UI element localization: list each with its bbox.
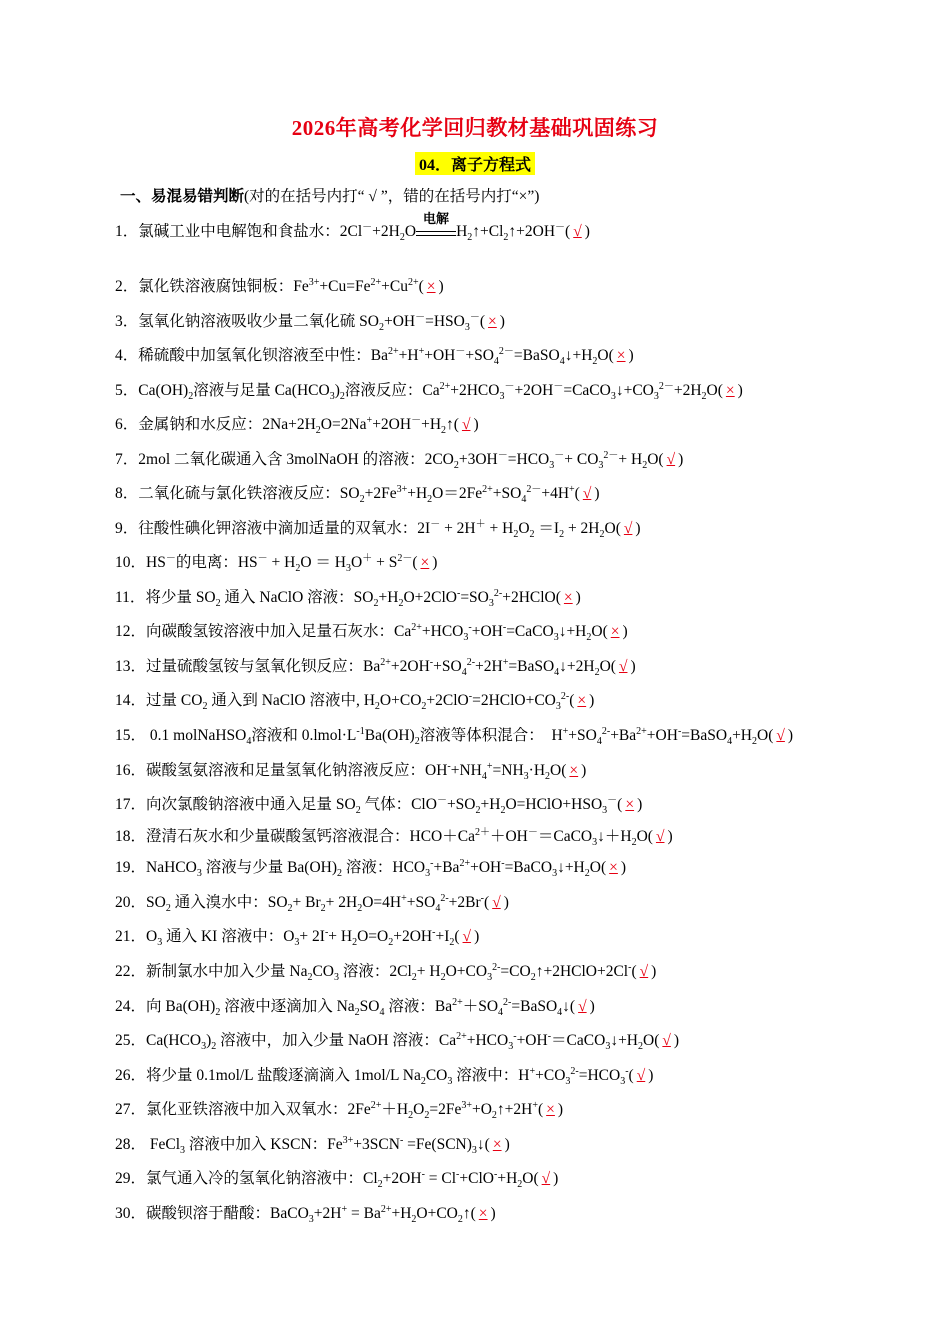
question-item: 17．向次氯酸钠溶液中通入足量 $SO_2$ 气体：$ClO^-+SO_2+H_2O=HClO+HSO_3^-$( × ) <box>115 794 643 817</box>
question-equation: 2mol 二氧化碳通入含 3molNaOH 的溶液：$2CO_2+3OH^-=HCO_3^-+ CO_3^{2-}+ H_2O$ <box>138 449 659 472</box>
question-equation: FeCl$_3$ 溶液中加入 KSCN：$Fe^{3+}+3SCN^-$ $=Fe(SCN)_3↓$ <box>146 1134 485 1157</box>
question-equation: 0.1 molNaHSO$_4$溶液和 $0.lmol\cdot L^{-1}Ba(OH)_2$溶液等体积混合： $H^++SO_4^{2-}+Ba^{2+}+OH^-=BaSO_4+H_2O$ <box>146 725 769 748</box>
answer-mark: × <box>616 347 626 364</box>
answer-mark: √ <box>462 928 472 945</box>
subtitle-wrap <box>0 152 950 175</box>
answer-mark: √ <box>666 451 676 468</box>
question-equation: 氯气通入冷的氢氧化钠溶液中：$Cl_2+2OH^- = Cl^-+ClO^-+H_2O$ <box>146 1168 534 1191</box>
question-item: 19．NaHCO$_3$ 溶液与少量 $Ba(OH)_2$ 溶液：$HCO_3^-+Ba^{2+}+OH^-=BaCO_3↓+H_2O$( × ) <box>115 857 627 880</box>
answer-mark: √ <box>662 1032 671 1049</box>
question-item: 5．$Ca(OH)_2$溶液与足量 $Ca(HCO_3)_2$溶液反应：$Ca^{2+}+2HCO_3^-+2OH^-=CaCO_3↓+CO_3^{2-}+2H_2O$( × ) <box>115 380 743 403</box>
question-number: 10． <box>115 554 147 571</box>
question-equation: 将少量 $SO_2$ 通入 NaClO 溶液：$SO_2+H_2O+2ClO^-=SO_3^{2-}+2HClO$ <box>145 587 556 610</box>
question-number: 14． <box>115 692 147 709</box>
question-item: 18．澄清石灰水和少量碳酸氢钙溶液混合：$HCO+Ca^{2+}+OH^-=CaCO_3↓+H_2O$( √ ) <box>115 826 673 849</box>
answer-mark: × <box>609 859 618 876</box>
answer-mark: × <box>426 278 436 295</box>
answer-mark: √ <box>573 223 582 240</box>
question-number: 28． <box>115 1136 147 1153</box>
question-item: 4．稀硫酸中加氢氧化钡溶液至中性：$Ba^{2+}+H^++OH^-+SO_4^{2-}=BaSO_4↓+H_2O$( × ) <box>115 345 634 368</box>
answer-mark: √ <box>776 727 785 744</box>
question-item: 12．向碳酸氢铵溶液中加入足量石灰水：$Ca^{2+}+HCO_3^-+OH^-=CaCO_3↓+H_2O$( × ) <box>115 621 628 644</box>
answer-mark: × <box>488 313 497 330</box>
question-number: 4． <box>115 347 139 364</box>
question-number: 7． <box>115 451 139 468</box>
question-number: 30． <box>115 1205 147 1222</box>
question-item: 29．氯气通入冷的氢氧化钠溶液中：$Cl_2+2OH^- = Cl^-+ClO^-+H_2O$( √ ) <box>115 1168 559 1191</box>
question-equation: 将少量 0.1mol/L 盐酸逐滴滴入 1mol/L $Na_2CO_3$ 溶液中：$H^++CO_3^{2-}=HCO_3^-$ <box>146 1065 629 1088</box>
question-equation: 氢氧化钠溶液吸收少量二氧化硫 $SO_2+OH^-=HSO_3^-$ <box>138 311 480 334</box>
question-item: 2．氯化铁溶液腐蚀铜板：$Fe^{3+}+Cu=Fe^{2+}+Cu^{2+}$( × ) <box>115 276 444 295</box>
question-number: 18． <box>115 828 147 845</box>
answer-mark: √ <box>461 416 471 433</box>
question-equation: 澄清石灰水和少量碳酸氢钙溶液混合：$HCO+Ca^{2+}+OH^-=CaCO_3↓+H_2O$ <box>146 826 648 849</box>
question-number: 3． <box>115 313 139 330</box>
question-equation: $SO_2$ 通入溴水中：$SO_2+ Br_2+ 2H_2O=4H^++SO_4^{2-}+2Br^-$ <box>146 892 485 915</box>
question-number: 22． <box>115 963 147 980</box>
answer-mark: √ <box>623 520 633 537</box>
answer-mark: × <box>478 1205 488 1222</box>
question-item: 15． 0.1 molNaHSO$_4$溶液和 $0.lmol\cdot L^{-1}Ba(OH)_2$溶液等体积混合： $H^++SO_4^{2-}+Ba^{2+}+OH^-=BaSO_4+H_2O$( √ ) <box>115 725 794 748</box>
question-equation: 氯化铁溶液腐蚀铜板：$Fe^{3+}+Cu=Fe^{2+}+Cu^{2+}$ <box>138 276 419 295</box>
question-number: 29． <box>115 1170 147 1187</box>
question-number: 5． <box>115 382 139 399</box>
answer-mark: × <box>725 382 735 399</box>
question-equation: 二氧化硫与氯化铁溶液反应：$SO_2+2Fe^{3+}+H_2O=2Fe^{2+}+SO_4^{2-}+4H^+$ <box>138 483 575 506</box>
question-number: 16． <box>115 762 147 779</box>
answer-mark: √ <box>582 485 592 502</box>
question-item: 30．碳酸钡溶于醋酸：BaCO$_3$+2H+ = $Ba^{2+}+H_2O+CO_2↑$( × ) <box>115 1203 496 1226</box>
question-item: 6．金属钠和水反应：$2Na+2H_2O=2Na^++2OH^-+H_2↑$( √ ) <box>115 414 479 437</box>
question-number: 13． <box>115 658 147 675</box>
question-item: 7．2mol 二氧化碳通入含 3molNaOH 的溶液：$2CO_2+3OH^-=HCO_3^-+ CO_3^{2-}+ H_2O$( √ ) <box>115 449 684 472</box>
question-number: 15． <box>115 727 147 744</box>
answer-mark: √ <box>492 894 501 911</box>
answer-mark: × <box>492 1136 502 1153</box>
question-item: 28． FeCl$_3$ 溶液中加入 KSCN：$Fe^{3+}+3SCN^-$ $=Fe(SCN)_3↓$( × ) <box>115 1134 510 1157</box>
question-number: 2． <box>115 278 139 295</box>
question-number: 12． <box>115 623 147 640</box>
question-item: 8．二氧化硫与氯化铁溶液反应：$SO_2+2Fe^{3+}+H_2O=2Fe^{2+}+SO_4^{2-}+4H^+$( √ ) <box>115 483 600 506</box>
answer-mark: √ <box>618 658 628 675</box>
question-equation: 氯碱工业中电解饱和食盐水：$2Cl^-+2H_2O$ 电解 $H_2↑+Cl_2↑+2OH^-$ <box>138 211 566 244</box>
page-title: 2026年高考化学回归教材基础巩固练习 <box>291 116 659 140</box>
question-item: 9．往酸性碘化钾溶液中滴加适量的双氧水：$2I^- + 2H^+ + H_2O_2 =I_2 + 2H_2O$( √ ) <box>115 518 641 541</box>
question-item: 1．氯碱工业中电解饱和食盐水：$2Cl^-+2H_2O$ 电解 $H_2↑+Cl_2↑+2OH^-$( √ ) <box>115 211 590 244</box>
answer-mark: × <box>569 762 579 779</box>
section-heading <box>120 184 539 206</box>
question-item: 21．$O_3$ 通入 KI 溶液中：$O_3+ 2I^-+ H_2O=O_2+2OH^-+I_2$( √ ) <box>115 926 480 949</box>
question-equation: 金属钠和水反应：$2Na+2H_2O=2Na^++2OH^-+H_2↑$ <box>138 414 454 437</box>
question-item: 16．碳酸氢氨溶液和足量氢氧化钠溶液反应：$OH^-+NH_4^+=NH_3\cdot H_2O$( × ) <box>115 760 587 783</box>
question-item: 25．$Ca(HCO_3)_2$ 溶液中，加入少量 NaOH 溶液：$Ca^{2+}+HCO_3^-+OH^-=CaCO_3↓+H_2O$( √ ) <box>115 1030 680 1053</box>
question-item: 10．HS－的电离：$HS^- + H_2O = H_3O^+ + S^{2-}$( × ) <box>115 552 438 575</box>
question-equation: $Ca(OH)_2$溶液与足量 $Ca(HCO_3)_2$溶液反应：$Ca^{2+}+2HCO_3^-+2OH^-=CaCO_3↓+CO_3^{2-}+2H_2O$ <box>138 380 718 403</box>
question-item: 11．将少量 $SO_2$ 通入 NaClO 溶液：$SO_2+H_2O+2ClO^-=SO_3^{2-}+2HClO$( × ) <box>115 587 581 610</box>
question-equation: 向 $Ba(OH)_2$ 溶液中逐滴加入 $Na_2SO_4$ 溶液：$Ba^{2+}+SO_4^{2-}=BaSO_4↓$ <box>146 996 570 1019</box>
answer-mark: √ <box>578 998 587 1015</box>
question-item: 14．过量 $CO_2$ 通入到 NaClO 溶液中, $H_2O+CO_2+2ClO^-=2HClO+CO_3^{2-}$( × ) <box>115 690 595 713</box>
question-item: 26．将少量 0.1mol/L 盐酸逐滴滴入 1mol/L $Na_2CO_3$ 溶液中：$H^++CO_3^{2-}=HCO_3^-$( √ ) <box>115 1065 654 1088</box>
question-item: 13．过量硫酸氢铵与氢氧化钡反应：$Ba^{2+}+2OH^-+SO_4^{2-}+2H^+=BaSO_4↓+2H_2O$( √ ) <box>115 656 636 679</box>
answer-mark: √ <box>639 963 649 980</box>
question-equation: 新制氯水中加入少量 $Na_2CO_3$ 溶液：$2Cl_2+$ $H_2O+CO_3^{2-}=CO_2↑+2HClO+2Cl^-$ <box>146 961 632 984</box>
question-equation: 稀硫酸中加氢氧化钡溶液至中性：$Ba^{2+}+H^++OH^-+SO_4^{2-}=BaSO_4↓+H_2O$ <box>138 345 609 368</box>
answer-mark: × <box>610 623 620 640</box>
question-equation: 碳酸氢氨溶液和足量氢氧化钠溶液反应：$OH^-+NH_4^+=NH_3\cdot H_2O$ <box>146 760 562 783</box>
question-number: 9． <box>115 520 139 537</box>
question-equation: 过量硫酸氢铵与氢氧化钡反应：$Ba^{2+}+2OH^-+SO_4^{2-}+2H^+=BaSO_4↓+2H_2O$ <box>146 656 611 679</box>
question-equation: NaHCO$_3$ 溶液与少量 $Ba(OH)_2$ 溶液：$HCO_3^-+Ba^{2+}+OH^-=BaCO_3↓+H_2O$ <box>146 857 601 880</box>
question-number: 24． <box>115 998 147 1015</box>
question-equation: 向碳酸氢铵溶液中加入足量石灰水：$Ca^{2+}+HCO_3^-+OH^-=CaCO_3↓+H_2O$ <box>146 621 603 644</box>
question-number: 21． <box>115 928 147 945</box>
question-number: 11． <box>115 589 146 606</box>
answer-mark: × <box>546 1101 555 1118</box>
question-number: 27． <box>115 1101 147 1118</box>
answer-mark: √ <box>655 828 665 845</box>
section-heading-title: 一、易混易错判断 <box>120 188 245 205</box>
answer-mark: × <box>420 554 430 571</box>
answer-mark: × <box>563 589 573 606</box>
question-number: 17． <box>115 796 147 813</box>
question-equation: $Ca(HCO_3)_2$ 溶液中，加入少量 NaOH 溶液：$Ca^{2+}+HCO_3^-+OH^-=CaCO_3↓+H_2O$ <box>146 1030 655 1053</box>
question-item: 24．向 $Ba(OH)_2$ 溶液中逐滴加入 $Na_2SO_4$ 溶液：$Ba^{2+}+SO_4^{2-}=BaSO_4↓$( √ ) <box>115 996 595 1019</box>
question-equation: 氯化亚铁溶液中加入双氧水：$2Fe^{2+}+H_2O_2=2Fe^{3+}+O_2↑+2H^+$ <box>146 1099 538 1122</box>
question-equation: 碳酸钡溶于醋酸：BaCO$_3$+2H+ = $Ba^{2+}+H_2O+CO_2↑$ <box>146 1203 471 1226</box>
question-equation: $O_3$ 通入 KI 溶液中：$O_3+ 2I^-+ H_2O=O_2+2OH^-+I_2$ <box>146 926 455 949</box>
question-equation: HS－的电离：$HS^- + H_2O = H_3O^+ + S^{2-}$ <box>146 552 413 575</box>
question-item: 22．新制氯水中加入少量 $Na_2CO_3$ 溶液：$2Cl_2+$ $H_2O+CO_3^{2-}=CO_2↑+2HClO+2Cl^-$( √ ) <box>115 961 657 984</box>
answer-mark: × <box>577 692 587 709</box>
question-number: 25． <box>115 1032 147 1049</box>
question-item: 27．氯化亚铁溶液中加入双氧水：$2Fe^{2+}+H_2O_2=2Fe^{3+}+O_2↑+2H^+$( × ) <box>115 1099 564 1122</box>
section-instruction: (对的在括号内打“ √ ”，错的在括号内打“×”) <box>244 188 540 205</box>
question-number: 1． <box>115 223 139 240</box>
answer-mark: √ <box>636 1067 646 1084</box>
question-number: 20． <box>115 894 147 911</box>
answer-mark: √ <box>541 1170 551 1187</box>
question-item: 20．$SO_2$ 通入溴水中：$SO_2+ Br_2+ 2H_2O=4H^++SO_4^{2-}+2Br^-$( √ ) <box>115 892 509 915</box>
question-equation: 向次氯酸钠溶液中通入足量 $SO_2$ 气体：$ClO^-+SO_2+H_2O=HClO+HSO_3^-$ <box>146 794 618 817</box>
question-number: 26． <box>115 1067 147 1084</box>
question-equation: 往酸性碘化钾溶液中滴加适量的双氧水：$2I^- + 2H^+ + H_2O_2 =I_2 + 2H_2O$ <box>138 518 616 541</box>
question-number: 8． <box>115 485 139 502</box>
answer-mark: × <box>625 796 635 813</box>
question-equation: 过量 $CO_2$ 通入到 NaClO 溶液中, $H_2O+CO_2+2ClO^-=2HClO+CO_3^{2-}$ <box>146 690 570 713</box>
section-subtitle: 04．离子方程式 <box>415 152 535 175</box>
question-number: 6． <box>115 416 139 433</box>
question-number: 19． <box>115 859 147 876</box>
question-item: 3．氢氧化钠溶液吸收少量二氧化硫 $SO_2+OH^-=HSO_3^-$( × ) <box>115 311 505 334</box>
